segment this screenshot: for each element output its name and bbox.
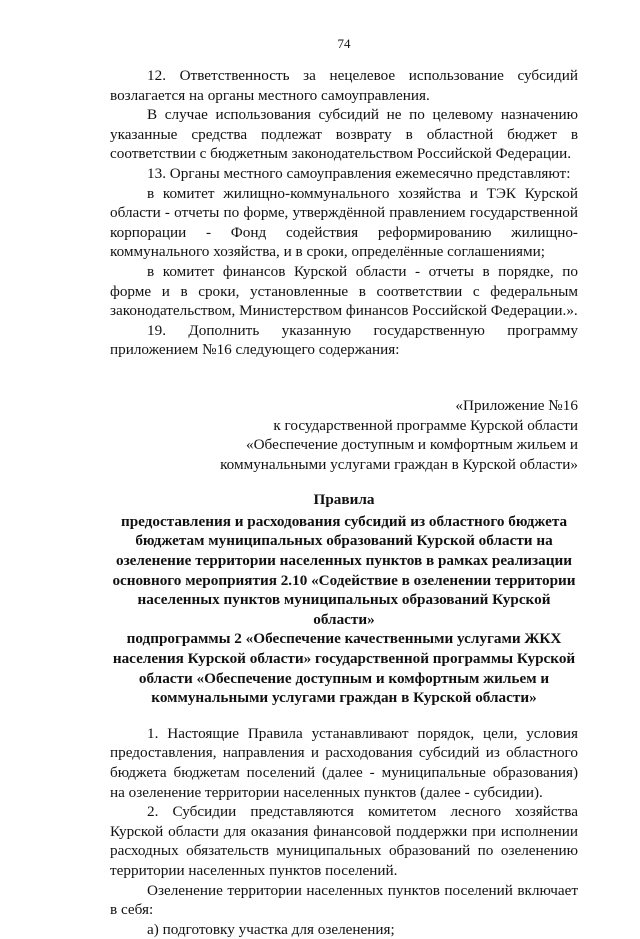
paragraph-rules-2: 2. Субсидии представляются комитетом лесного хозяйства Курской области для оказания финансовой поддержки при исполнении расходных обязательств муниципальных образований по озеленению территории населенных пунктов поселений. bbox=[110, 803, 578, 879]
page-number: 74 bbox=[337, 36, 351, 51]
spacer bbox=[110, 360, 578, 396]
rules-title-line: озеленение территории населенных пунктов в рамках реализации bbox=[115, 552, 573, 570]
paragraph-greening-includes: Озеленение территории населенных пунктов поселений включает в себя: bbox=[110, 881, 578, 919]
rules-title-line: населенных пунктов муниципальных образований Курской области» bbox=[137, 591, 551, 628]
rules-title-line: коммунальными услугами граждан в Курской области» bbox=[151, 689, 537, 707]
rules-heading: Правила bbox=[313, 491, 375, 509]
paragraph-misuse-return: В случае использования субсидий не по целевому назначению указанные средства подлежат возврату в областной бюджет в соответствии с бюджетным законодательством Российской Федерации. bbox=[110, 106, 578, 163]
appendix-line-3: «Обеспечение доступным и комфортным жильем и bbox=[245, 436, 578, 454]
paragraph-item-a: а) подготовку участка для озеленения; bbox=[147, 920, 395, 938]
paragraph-housing-committee: в комитет жилищно-коммунального хозяйства и ТЭК Курской области - отчеты по форме, утверждённой правлением государственной корпорации - Фонд содействия реформированию жилищно-коммунального хозяйства, и в сроки, определённые соглашениями; bbox=[110, 184, 578, 261]
paragraph-12-responsibility: 12. Ответственность за нецелевое использование субсидий возлагается на органы местного самоуправления. bbox=[110, 67, 578, 104]
rules-title-line: области «Обеспечение доступным и комфортным жильем и bbox=[138, 669, 550, 687]
appendix-line-1: «Приложение №16 bbox=[455, 396, 578, 414]
paragraph-19-appendix: 19. Дополнить указанную государственную программу приложением №16 следующего содержания: bbox=[110, 321, 578, 359]
paragraph-rules-1: 1. Настоящие Правила устанавливают порядок, цели, условия предоставления, направления и расходования субсидий из областного бюджета бюджетам поселений (далее - муниципальные образования) на озеленение территории населенных пунктов (далее - субсидии). bbox=[110, 724, 578, 801]
paragraph-finance-committee: в комитет финансов Курской области - отчеты в порядке, по форме и в сроки, установленные в соответствии с федеральным законодательством, Министерством финансов Российской Федерации.». bbox=[110, 262, 578, 320]
rules-title-line: подпрограммы 2 «Обеспечение качественными услугами ЖКХ bbox=[126, 630, 562, 648]
appendix-line-4: коммунальными услугами граждан в Курской области» bbox=[220, 455, 578, 473]
appendix-header bbox=[110, 396, 578, 474]
paragraph-13-reports: 13. Органы местного самоуправления ежемесячно представляют: bbox=[147, 164, 571, 182]
spacer bbox=[110, 474, 578, 490]
rules-title bbox=[110, 512, 578, 708]
appendix-line-2: к государственной программе Курской области bbox=[273, 416, 578, 434]
spacer bbox=[110, 708, 578, 724]
rules-title-line: бюджетам муниципальных образований Курской области на bbox=[135, 532, 553, 550]
rules-title-line: предоставления и расходования субсидий из областного бюджета bbox=[120, 512, 568, 530]
rules-title-line: основного мероприятия 2.10 «Содействие в озеленении территории bbox=[112, 571, 576, 589]
rules-title-line: населения Курской области» государственной программы Курской bbox=[112, 650, 576, 668]
